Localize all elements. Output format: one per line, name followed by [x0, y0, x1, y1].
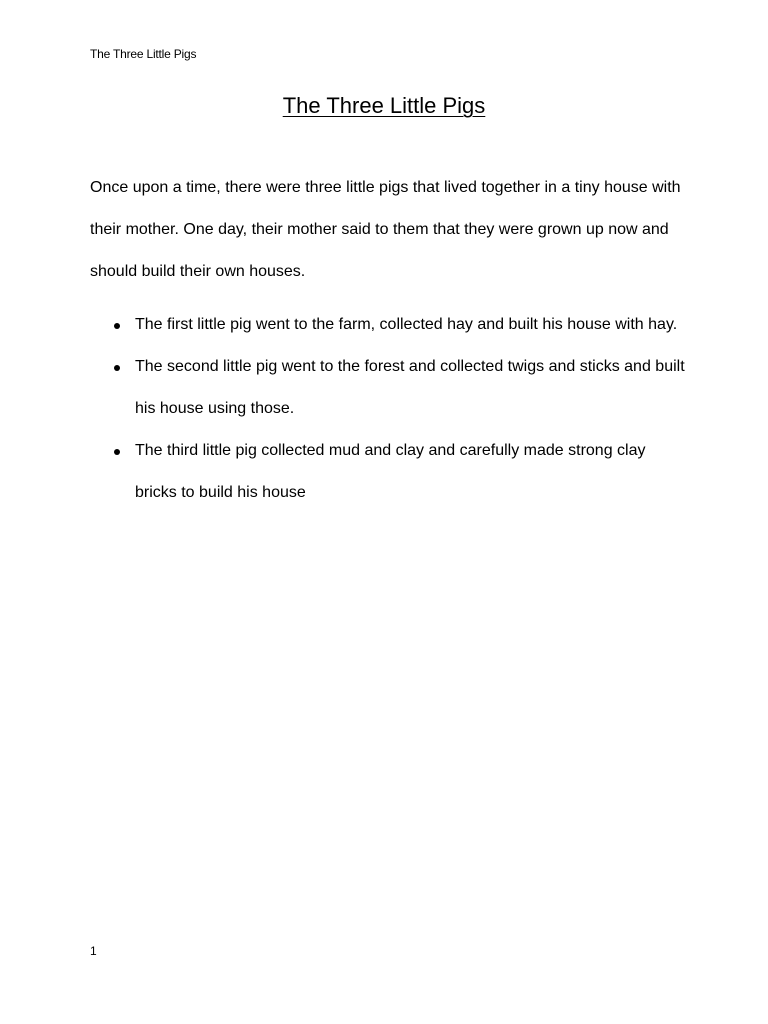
- intro-paragraph: Once upon a time, there were three little pigs that lived together in a tiny house with their mother. One day, their mother said to them that they were grown up now and should build their own houses.: [90, 179, 681, 280]
- bullet-icon: [114, 449, 120, 455]
- list-item: [90, 430, 690, 514]
- document-title: The Three Little Pigs: [282, 93, 486, 118]
- list-item-text: The second little pig went to the forest and collected twigs and sticks and built his house using those.: [135, 358, 685, 417]
- list-item: [90, 346, 690, 430]
- running-header: The Three Little Pigs: [90, 47, 197, 61]
- list-item-text: The third little pig collected mud and clay and carefully made strong clay bricks to build his house: [135, 442, 646, 501]
- bullet-icon: [114, 323, 120, 329]
- bullet-icon: [114, 365, 120, 371]
- bullet-list: [90, 304, 690, 514]
- list-item: [90, 304, 690, 346]
- list-item-text: The first little pig went to the farm, collected hay and built his house with hay.: [135, 316, 678, 333]
- page-number: 1: [90, 944, 97, 958]
